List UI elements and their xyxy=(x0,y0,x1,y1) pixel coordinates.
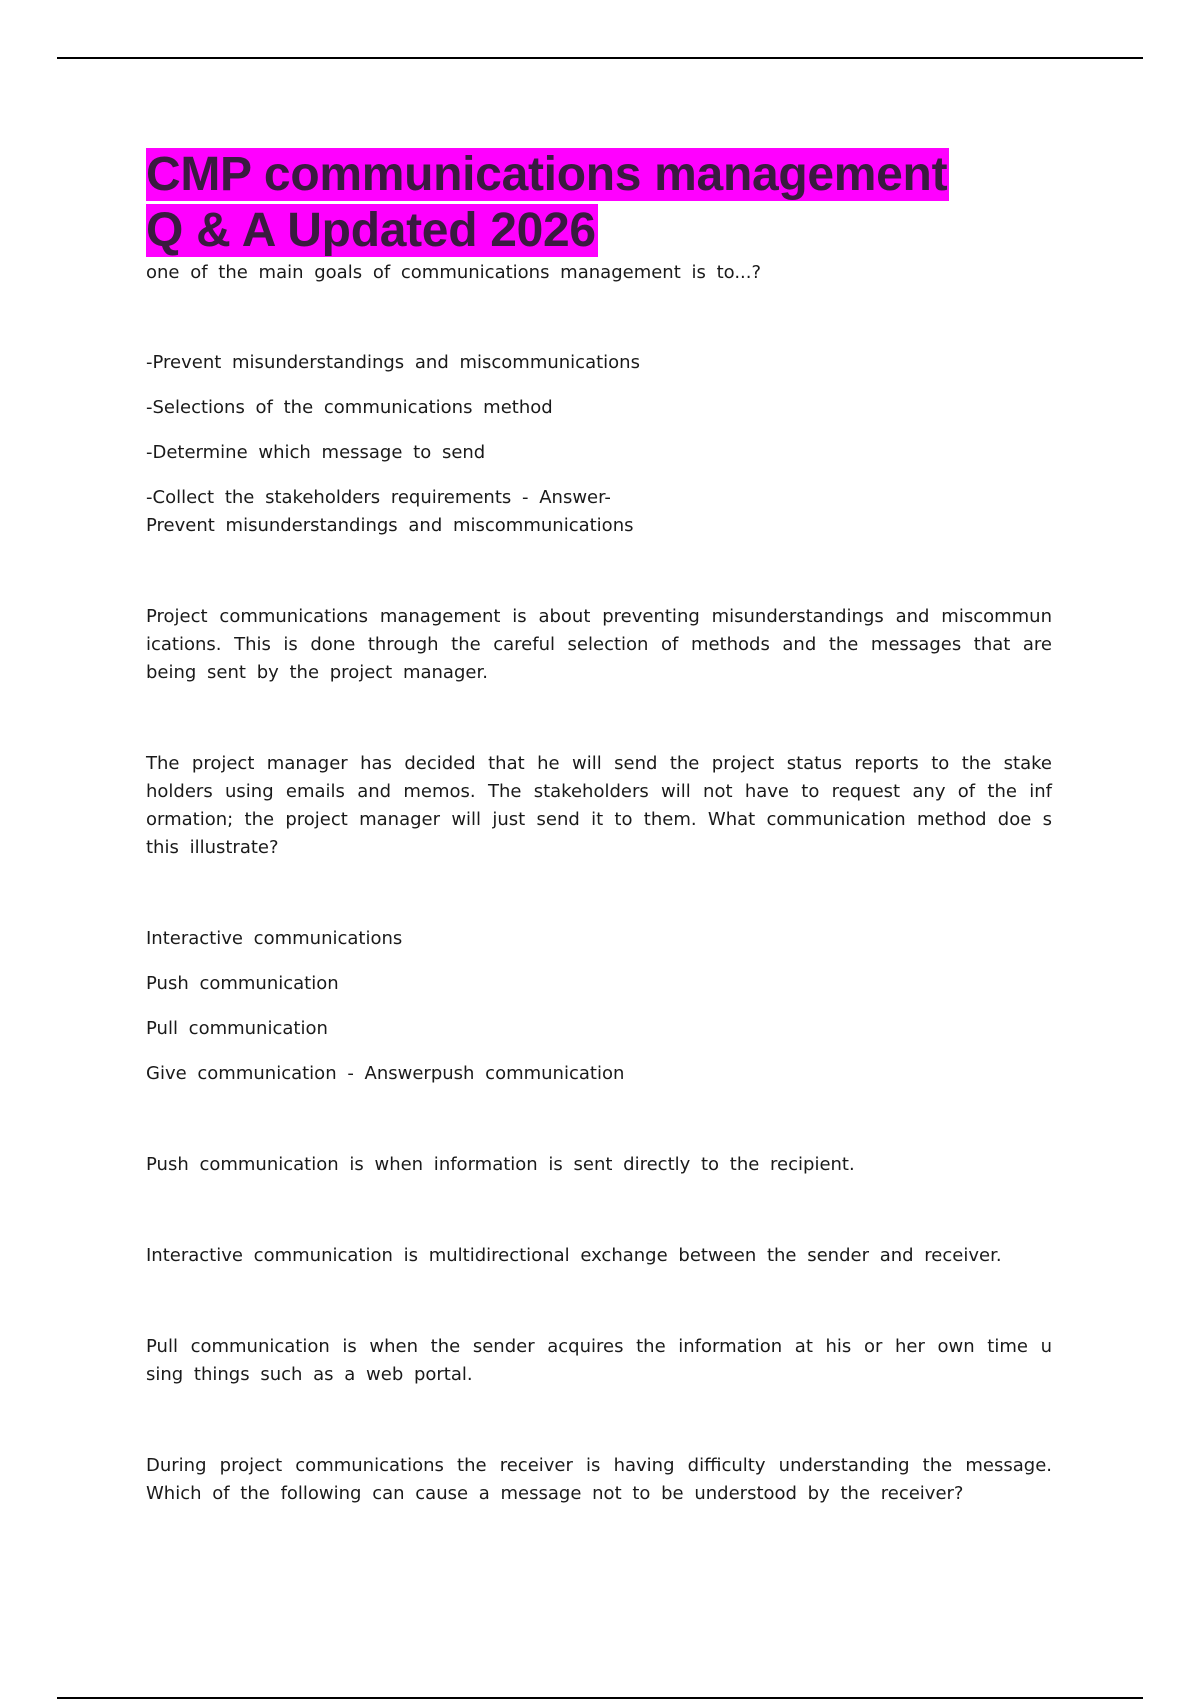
q1-option-4-text: -Collect the stakeholders requirements - Answer- xyxy=(146,487,611,508)
q3-question: During project communications the receiver is having difficulty understanding the message. Which of the following can cause a message not to be understood by the receiver? xyxy=(146,1455,1052,1504)
q2-question: The project manager has decided that he will send the project status reports to the stake holders using emails and memos. The stakeholders will not have to request any of the inf ormation; the project manager will just send it to them. What communication method doe s this illustrate? xyxy=(146,753,1052,858)
q1-option-3: -Determine which message to send xyxy=(146,442,486,463)
q1-explanation: Project communications management is about preventing misunderstandings and miscommun ications. This is done through the careful selection of methods and the messages that are being sent by the project manager. xyxy=(146,606,1052,683)
q1-option-1: -Prevent misunderstandings and miscommunications xyxy=(146,352,640,373)
q1-question: one of the main goals of communications management is to...? xyxy=(146,262,762,283)
q1-option-2: -Selections of the communications method xyxy=(146,397,553,418)
q2-option-3: Pull communication xyxy=(146,1018,328,1039)
q2-option-1: Interactive communications xyxy=(146,928,403,949)
q2-explanation-push: Push communication is when information is sent directly to the recipient. xyxy=(146,1154,855,1175)
q1-answer: Prevent misunderstandings and miscommunications xyxy=(146,515,634,536)
document-title xyxy=(146,147,1052,259)
document-body xyxy=(146,147,1052,1508)
bottom-rule xyxy=(57,1697,1143,1699)
title-line-2: Q & A Updated 2026 xyxy=(146,204,596,257)
q2-explanation-interactive: Interactive communication is multidirectional exchange between the sender and receiver. xyxy=(146,1245,1002,1266)
top-rule xyxy=(57,57,1143,59)
q2-option-2: Push communication xyxy=(146,973,339,994)
q2-explanation-pull: Pull communication is when the sender acquires the information at his or her own time u sing things such as a web portal. xyxy=(146,1336,1052,1385)
q1-option-4 xyxy=(146,484,1052,540)
q2-option-4: Give communication - Answerpush communication xyxy=(146,1063,625,1084)
title-line-1: CMP communications management xyxy=(146,148,948,201)
